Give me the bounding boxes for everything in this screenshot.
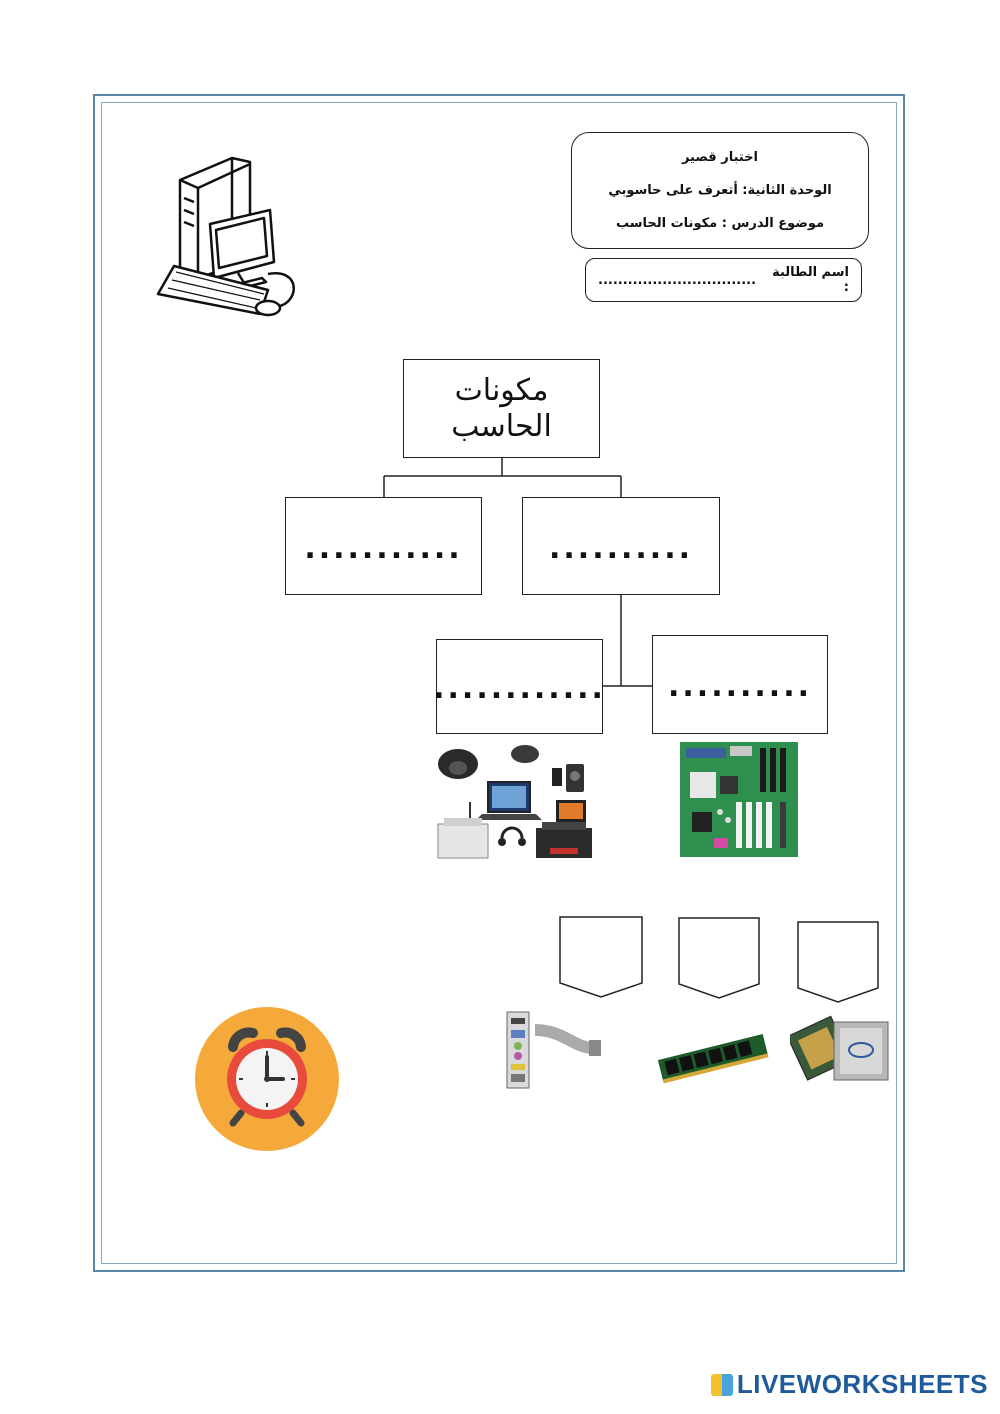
liveworksheets-brand-text: LIVEWORKSHEETS	[736, 1369, 988, 1399]
liveworksheets-logo	[711, 1369, 988, 1400]
blank-lower-left-dots: ............	[433, 671, 606, 706]
blank-left-dots: ...........	[304, 530, 463, 566]
alarm-clock-icon	[195, 1007, 339, 1151]
diagram-root-box	[403, 359, 600, 458]
unit-title: الوحدة الثانية: أتعرف على حاسوبي	[608, 183, 832, 198]
diagram-root-label: مكونات الحاسب	[451, 372, 552, 444]
answer-tag-right[interactable]	[796, 920, 880, 1004]
blank-lower-right-dots: ..........	[668, 669, 812, 704]
answer-tag-middle[interactable]	[677, 916, 761, 1000]
lesson-title: موضوع الدرس : مكونات الحاسب	[615, 216, 825, 231]
answer-tag-left[interactable]	[558, 915, 644, 999]
blank-right-dots: ..........	[549, 530, 693, 566]
cpu-processor-image	[790, 1010, 894, 1090]
motherboard-image	[680, 742, 798, 857]
blank-box-right[interactable]	[522, 497, 720, 595]
blank-box-left[interactable]	[285, 497, 482, 595]
blank-box-lower-right[interactable]	[652, 635, 828, 734]
student-name-label: اسم الطالبة :	[772, 265, 849, 295]
ports-cable-image	[505, 1010, 605, 1090]
student-name-field[interactable]: ................................	[598, 272, 757, 288]
quiz-title: اختبار قصير	[681, 150, 759, 165]
peripherals-image	[430, 742, 600, 862]
liveworksheets-logo-icon	[711, 1374, 733, 1396]
ram-module-image	[655, 1025, 770, 1091]
blank-box-lower-left[interactable]	[433, 639, 606, 734]
